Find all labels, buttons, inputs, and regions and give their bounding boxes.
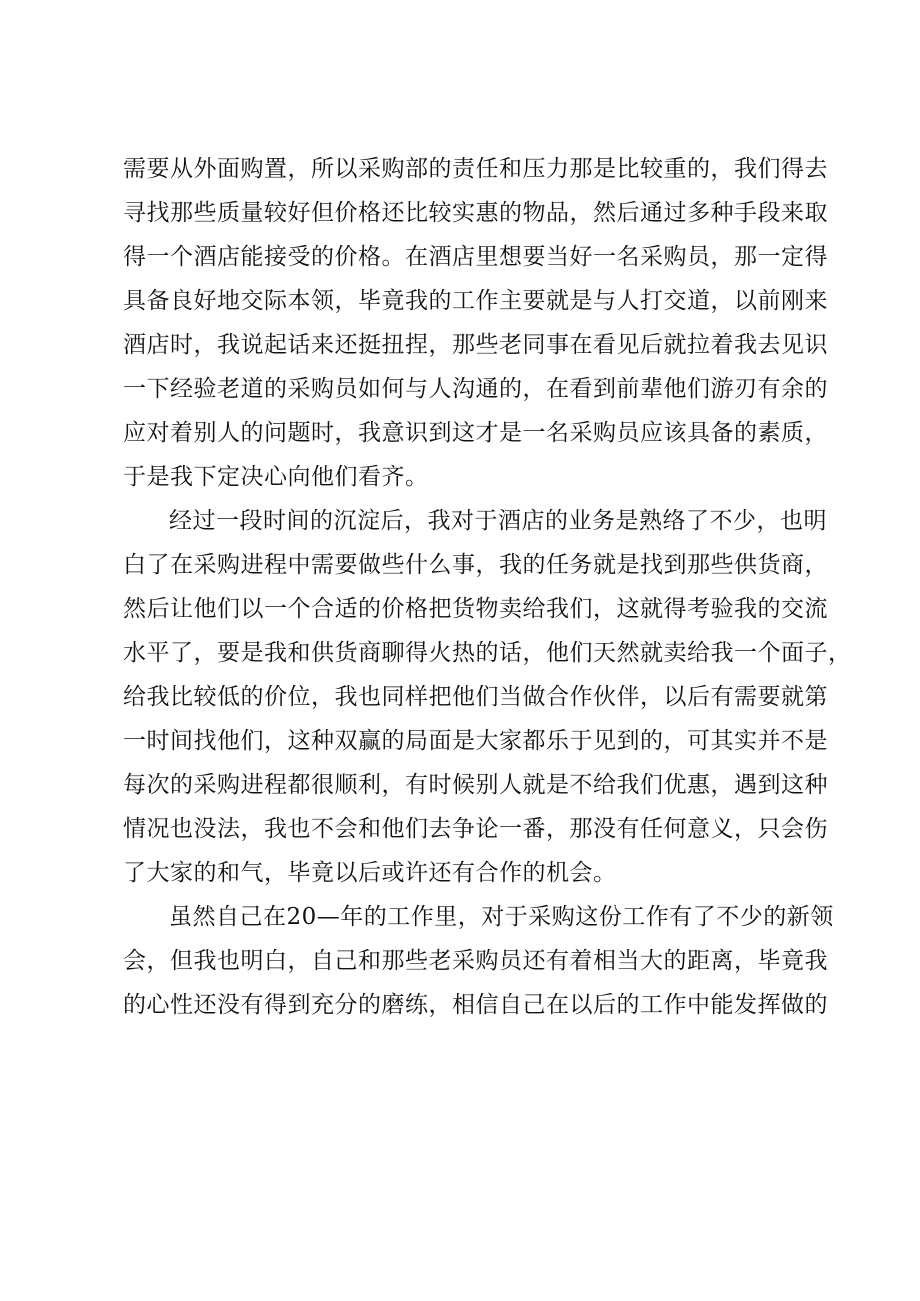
paragraph-3: [123, 895, 834, 1027]
text-line: 白了在采购进程中需要做些什么事，我的任务就是找到那些供货商，: [123, 552, 828, 578]
text-line: 得一个酒店能接受的价格。在酒店里想要当好一名采购员，那一定得: [123, 244, 828, 270]
text-line: 每次的采购进程都很顺利，有时候别人就是不给我们优惠，遇到这种: [123, 772, 828, 798]
paragraph-1: [123, 147, 828, 499]
paragraph-2: [123, 499, 852, 895]
text-line: 寻找那些质量较好但价格还比较实惠的物品，然后通过多种手段来取: [123, 200, 828, 226]
text-line: 于是我下定决心向他们看齐。: [123, 464, 429, 490]
text-line: 水平了，要是我和供货商聊得火热的话，他们天然就卖给我一个面子，: [123, 640, 852, 666]
text-line: 一下经验老道的采购员如何与人沟通的，在看到前辈他们游刃有余的: [123, 376, 828, 402]
text-line: 一时间找他们，这种双赢的局面是大家都乐于见到的，可其实并不是: [123, 728, 828, 754]
text-line: 了大家的和气，毕竟以后或许还有合作的机会。: [123, 860, 617, 886]
text-line: 给我比较低的价位，我也同样把他们当做合作伙伴，以后有需要就第: [123, 684, 828, 710]
text-line: 酒店时，我说起话来还挺扭捏，那些老同事在看见后就拉着我去见识: [123, 332, 828, 358]
text-line: 应对着别人的问题时，我意识到这才是一名采购员应该具备的素质，: [123, 420, 828, 446]
text-line: 会，但我也明白，自己和那些老采购员还有着相当大的距离，毕竟我: [123, 948, 828, 974]
body-text: [123, 147, 852, 1027]
text-line: 具备良好地交际本领，毕竟我的工作主要就是与人打交道，以前刚来: [123, 288, 828, 314]
text-line: 经过一段时间的沉淀后，我对于酒店的业务是熟络了不少，也明: [169, 508, 827, 534]
text-line: 然后让他们以一个合适的价格把货物卖给我们，这就得考验我的交流: [123, 596, 828, 622]
text-line: 虽然自己在20—年的工作里，对于采购这份工作有了不少的新领: [169, 904, 834, 930]
text-line: 需要从外面购置，所以采购部的责任和压力那是比较重的，我们得去: [123, 156, 828, 182]
text-line: 的心性还没有得到充分的磨练，相信自己在以后的工作中能发挥做的: [123, 992, 828, 1018]
text-line: 情况也没法，我也不会和他们去争论一番，那没有任何意义，只会伤: [123, 816, 828, 842]
